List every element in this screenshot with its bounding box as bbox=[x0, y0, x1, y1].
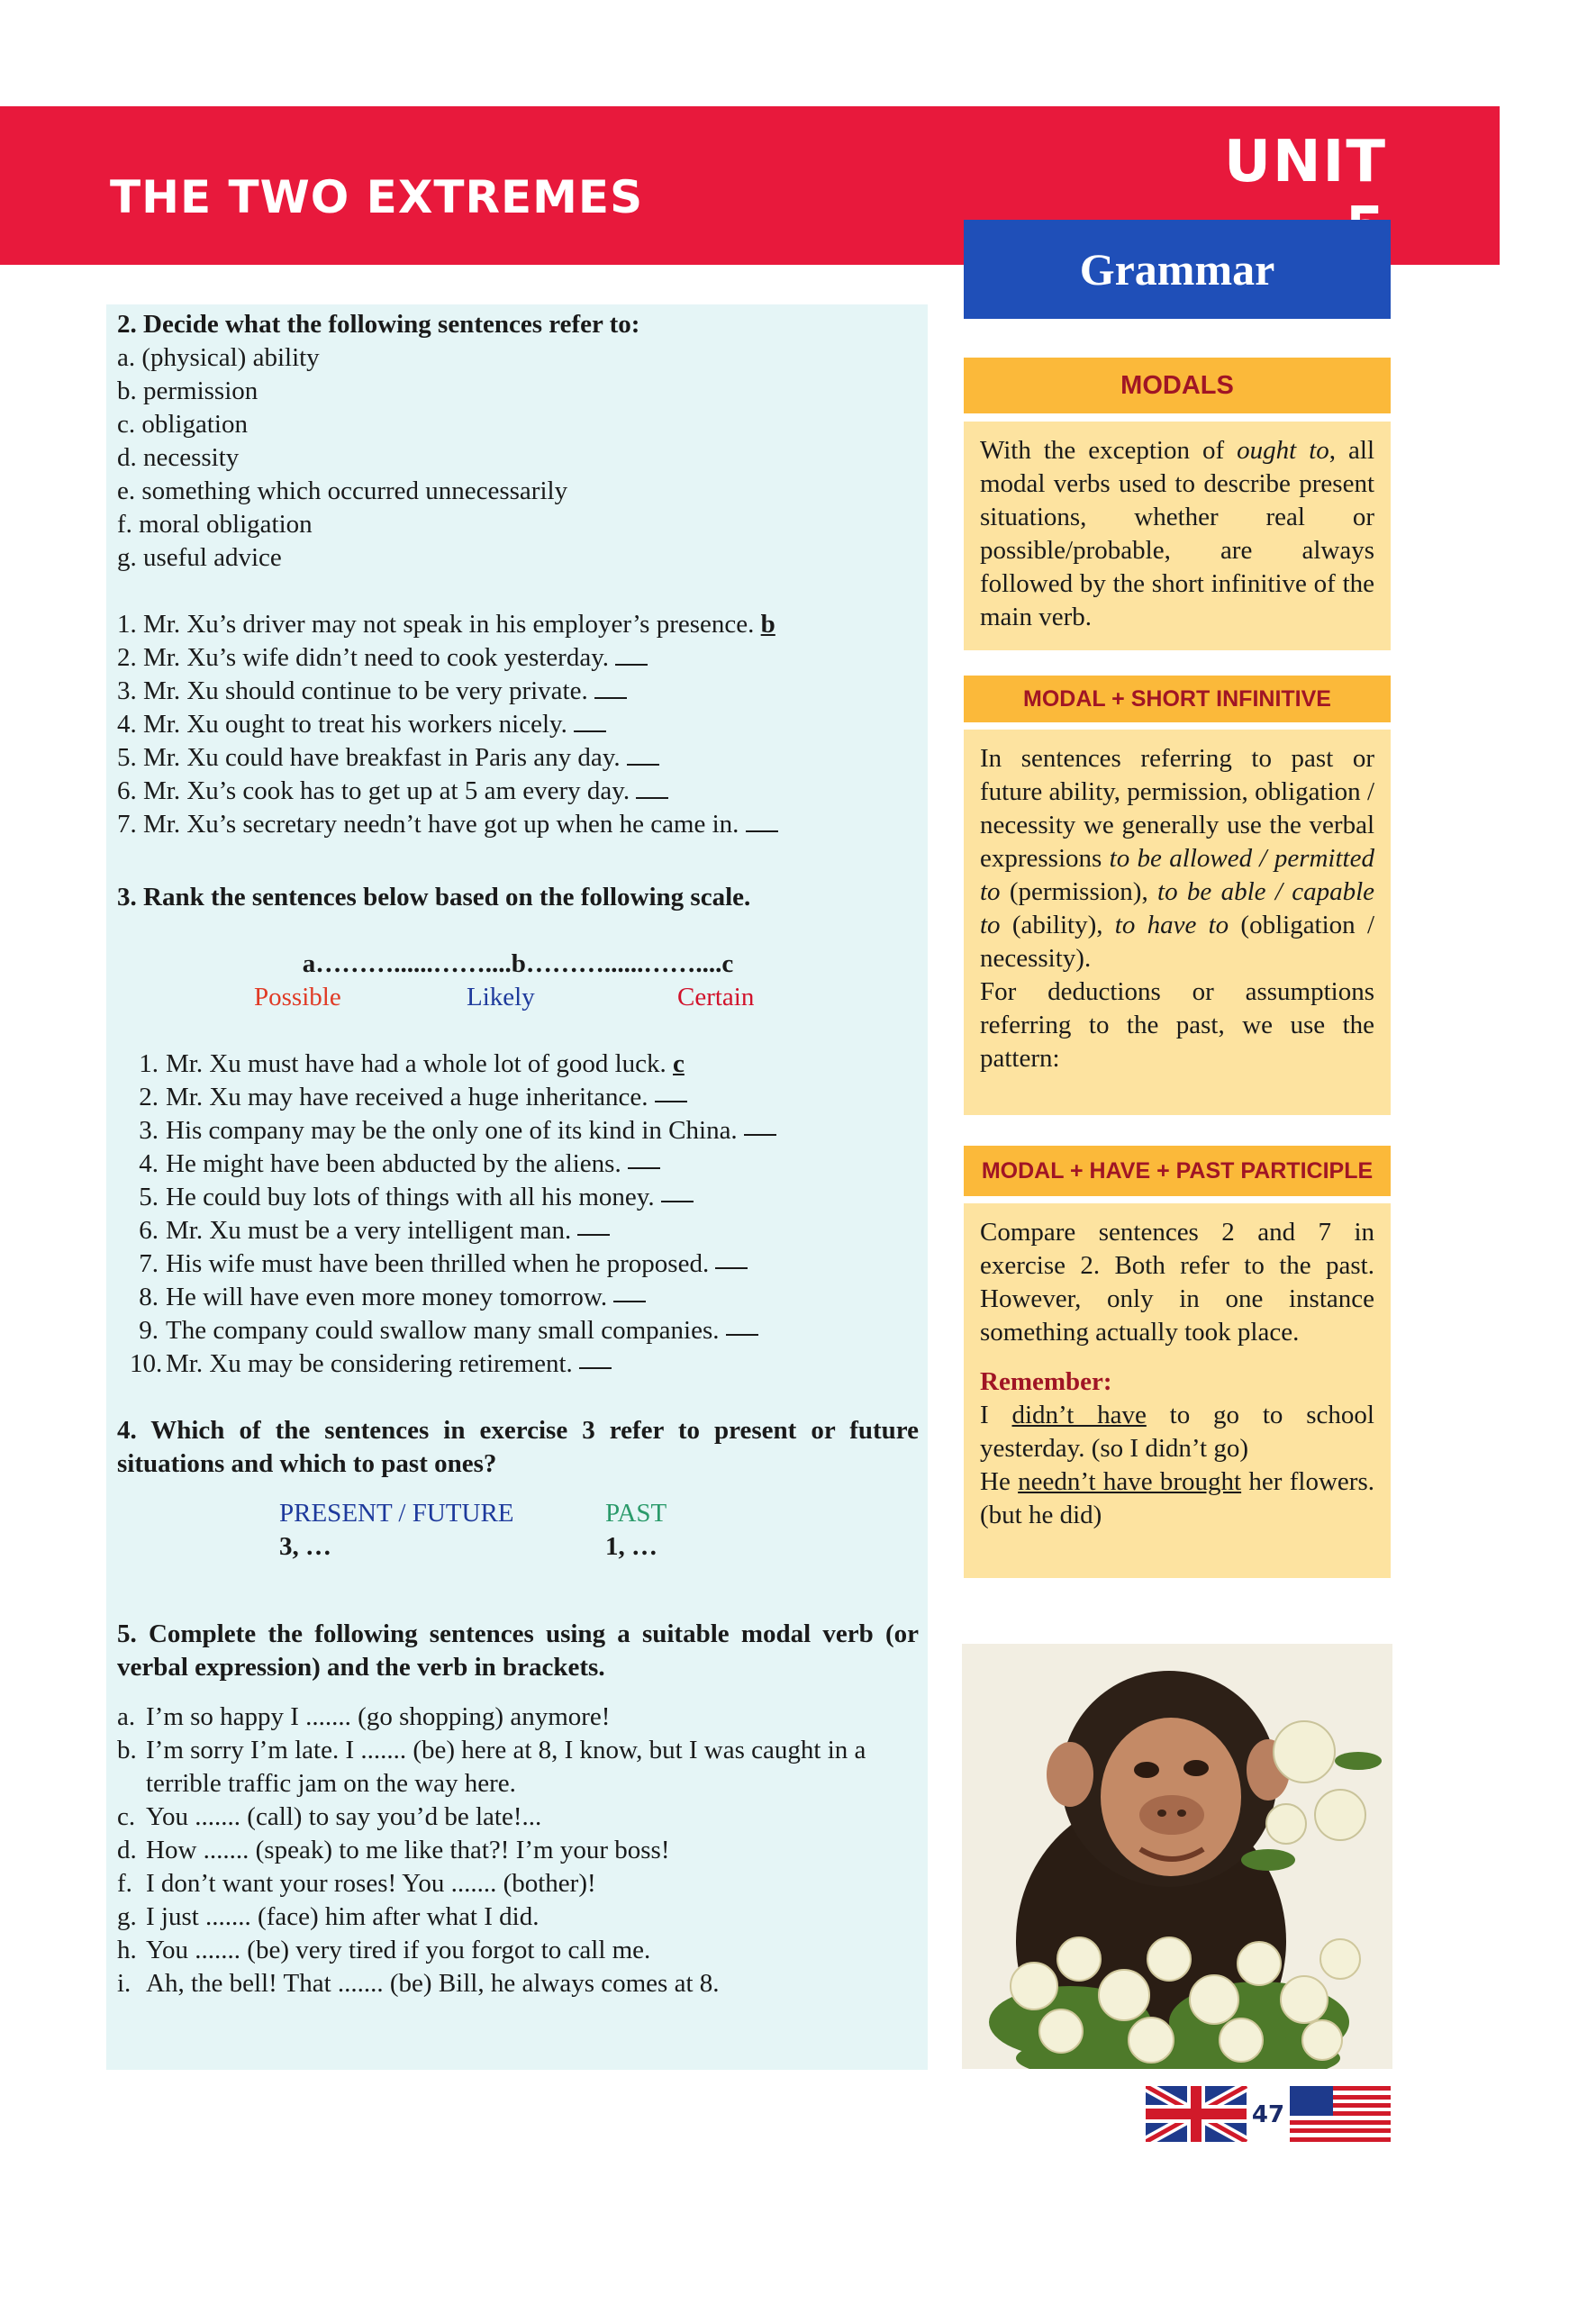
unit-label: UNIT bbox=[1224, 129, 1387, 195]
answer-blank[interactable] bbox=[574, 711, 606, 732]
ex4-heading: 4. Which of the sentences in exercise 3 refer to present or future situations and which to past ones? bbox=[117, 1416, 919, 1478]
ex2-option: e. something which occurred unnecessarily bbox=[117, 476, 568, 505]
col-present-future-value: 3, … bbox=[279, 1532, 331, 1561]
us-flag-icon bbox=[1290, 2086, 1391, 2142]
ex2-option: c. obligation bbox=[117, 410, 248, 439]
short-infinitive-text: In sentences referring to past or future ability, permission, obligation / necessity we generally use the verbal expressions to be allowed / permitted to (permission), to be able / capable to (ability), to have to (obligation / necessity). bbox=[980, 744, 1374, 973]
answer-blank[interactable] bbox=[715, 1247, 748, 1269]
answer-blank[interactable] bbox=[613, 1281, 646, 1302]
exercise-2 bbox=[117, 308, 919, 841]
exercise-3 bbox=[117, 881, 919, 1381]
answer-blank[interactable] bbox=[628, 1147, 660, 1169]
list-item: 8. He will have even more money tomorrow. bbox=[130, 1281, 919, 1314]
answer-blank[interactable] bbox=[636, 777, 668, 799]
col-past-value: 1, … bbox=[605, 1532, 657, 1561]
list-item: 3. His company may be the only one of its kind in China. bbox=[130, 1114, 919, 1147]
modals-box bbox=[964, 422, 1391, 650]
label-certain: Certain bbox=[677, 983, 755, 1011]
chimpanzee-illustration bbox=[962, 1644, 1392, 2069]
ex2-option: f. moral obligation bbox=[117, 510, 313, 539]
list-item: b. I’m sorry I’m late. I ....... (be) here at 8, I know, but I was caught in a terrible traffic jam on the way here. bbox=[117, 1736, 866, 1798]
page-number-badge bbox=[1146, 2086, 1391, 2142]
list-item: 9. The company could swallow many small companies. bbox=[130, 1314, 919, 1347]
ex5-list bbox=[117, 1701, 919, 2000]
ex2-item: 6. Mr. Xu’s cook has to get up at 5 am every day. bbox=[117, 775, 919, 808]
answer-blank[interactable] bbox=[594, 677, 627, 699]
answer-blank[interactable] bbox=[661, 1181, 694, 1202]
uk-flag-icon bbox=[1146, 2086, 1247, 2142]
list-item: 2. Mr. Xu may have received a huge inheritance. bbox=[130, 1081, 919, 1114]
chimpanzee-photo bbox=[962, 1644, 1392, 2069]
modals-text: With the exception of ought to, all modal verbs used to describe present situations, whether real or possible/probable, are always followed by the short infinitive of the main verb. bbox=[980, 436, 1374, 631]
ex2-heading: 2. Decide what the following sentences refer to: bbox=[117, 310, 640, 339]
have-past-participle-box bbox=[964, 1203, 1391, 1578]
list-item: g. I just ....... (face) him after what I did. bbox=[117, 1902, 540, 1931]
ex3-heading: 3. Rank the sentences below based on the following scale. bbox=[117, 883, 751, 912]
remember-example-1: I didn’t have to go to school yesterday. (so I didn’t go) bbox=[980, 1401, 1374, 1463]
ex2-item: 2. Mr. Xu’s wife didn’t need to cook yesterday. bbox=[117, 641, 919, 675]
answer-blank[interactable] bbox=[744, 1114, 776, 1136]
col-present-future-head: PRESENT / FUTURE bbox=[279, 1499, 514, 1528]
list-item: 4. He might have been abducted by the aliens. bbox=[130, 1147, 919, 1181]
answer-blank[interactable]: b bbox=[760, 610, 775, 639]
remember-example-2: He needn’t have brought her flowers. (but he did) bbox=[980, 1467, 1374, 1529]
list-item: f. I don’t want your roses! You ....... (bother)! bbox=[117, 1869, 596, 1898]
answer-blank[interactable] bbox=[627, 744, 659, 766]
list-item: d. How ....... (speak) to me like that?! I’m your boss! bbox=[117, 1836, 670, 1864]
list-item: 10. Mr. Xu may be considering retirement. bbox=[130, 1347, 919, 1381]
ex2-option: a. (physical) ability bbox=[117, 343, 320, 372]
page-number: 47 bbox=[1247, 2095, 1290, 2135]
answer-blank[interactable] bbox=[577, 1214, 610, 1236]
short-infinitive-box bbox=[964, 730, 1391, 1115]
scale-labels bbox=[117, 981, 919, 1014]
list-item: 1. Mr. Xu must have had a whole lot of good luck. c bbox=[130, 1048, 919, 1081]
label-likely: Likely bbox=[467, 983, 535, 1011]
label-possible: Possible bbox=[254, 983, 341, 1011]
compare-text: Compare sentences 2 and 7 in exercise 2. Both refer to the past. However, only in one instance something actually took place. bbox=[980, 1218, 1374, 1347]
ex4-columns bbox=[117, 1497, 919, 1564]
answer-blank[interactable] bbox=[579, 1347, 612, 1369]
list-item: 5. He could buy lots of things with all his money. bbox=[130, 1181, 919, 1214]
answer-blank[interactable] bbox=[726, 1314, 758, 1336]
exercise-5 bbox=[117, 1618, 919, 2000]
list-item: c. You ....... (call) to say you’d be late!... bbox=[117, 1802, 542, 1831]
deduction-text: For deductions or assumptions referring to the past, we use the pattern: bbox=[980, 977, 1374, 1073]
section-label: Grammar bbox=[964, 220, 1391, 319]
ex2-option: b. permission bbox=[117, 376, 258, 405]
answer-blank[interactable] bbox=[615, 644, 648, 666]
modals-heading: MODALS bbox=[964, 358, 1391, 413]
ex2-item: 3. Mr. Xu should continue to be very private. bbox=[117, 675, 919, 708]
ex2-item: 5. Mr. Xu could have breakfast in Paris any day. bbox=[117, 741, 919, 775]
list-item: 7. His wife must have been thrilled when he proposed. bbox=[130, 1247, 919, 1281]
list-item: i. Ah, the bell! That ....... (be) Bill, he always comes at 8. bbox=[117, 1969, 720, 1998]
remember-label: Remember: bbox=[980, 1367, 1112, 1396]
short-infinitive-heading: MODAL + SHORT INFINITIVE bbox=[964, 676, 1391, 722]
scale-line: a………......……....b………......……....c bbox=[302, 949, 734, 978]
ex2-option: g. useful advice bbox=[117, 543, 282, 572]
ex5-heading: 5. Complete the following sentences using a suitable modal verb (or verbal expression) and the verb in brackets. bbox=[117, 1619, 919, 1682]
ex3-list bbox=[117, 1048, 919, 1381]
exercise-4 bbox=[117, 1414, 919, 1564]
col-past-head: PAST bbox=[605, 1499, 667, 1528]
list-item: 6. Mr. Xu must be a very intelligent man. bbox=[130, 1214, 919, 1247]
answer-blank[interactable] bbox=[746, 811, 778, 832]
page-title: THE TWO EXTREMES bbox=[110, 171, 644, 223]
ex2-option: d. necessity bbox=[117, 443, 240, 472]
list-item: a. I’m so happy I ....... (go shopping) anymore! bbox=[117, 1702, 611, 1731]
answer-blank[interactable] bbox=[655, 1081, 687, 1102]
ex2-item: 1. Mr. Xu’s driver may not speak in his employer’s presence. b bbox=[117, 610, 775, 639]
answer-blank[interactable]: c bbox=[673, 1049, 685, 1078]
ex2-item: 4. Mr. Xu ought to treat his workers nicely. bbox=[117, 708, 919, 741]
ex2-item: 7. Mr. Xu’s secretary needn’t have got up when he came in. bbox=[117, 808, 919, 841]
list-item: h. You ....... (be) very tired if you forgot to call me. bbox=[117, 1936, 651, 1964]
have-past-participle-heading: MODAL + HAVE + PAST PARTICIPLE bbox=[964, 1146, 1391, 1196]
